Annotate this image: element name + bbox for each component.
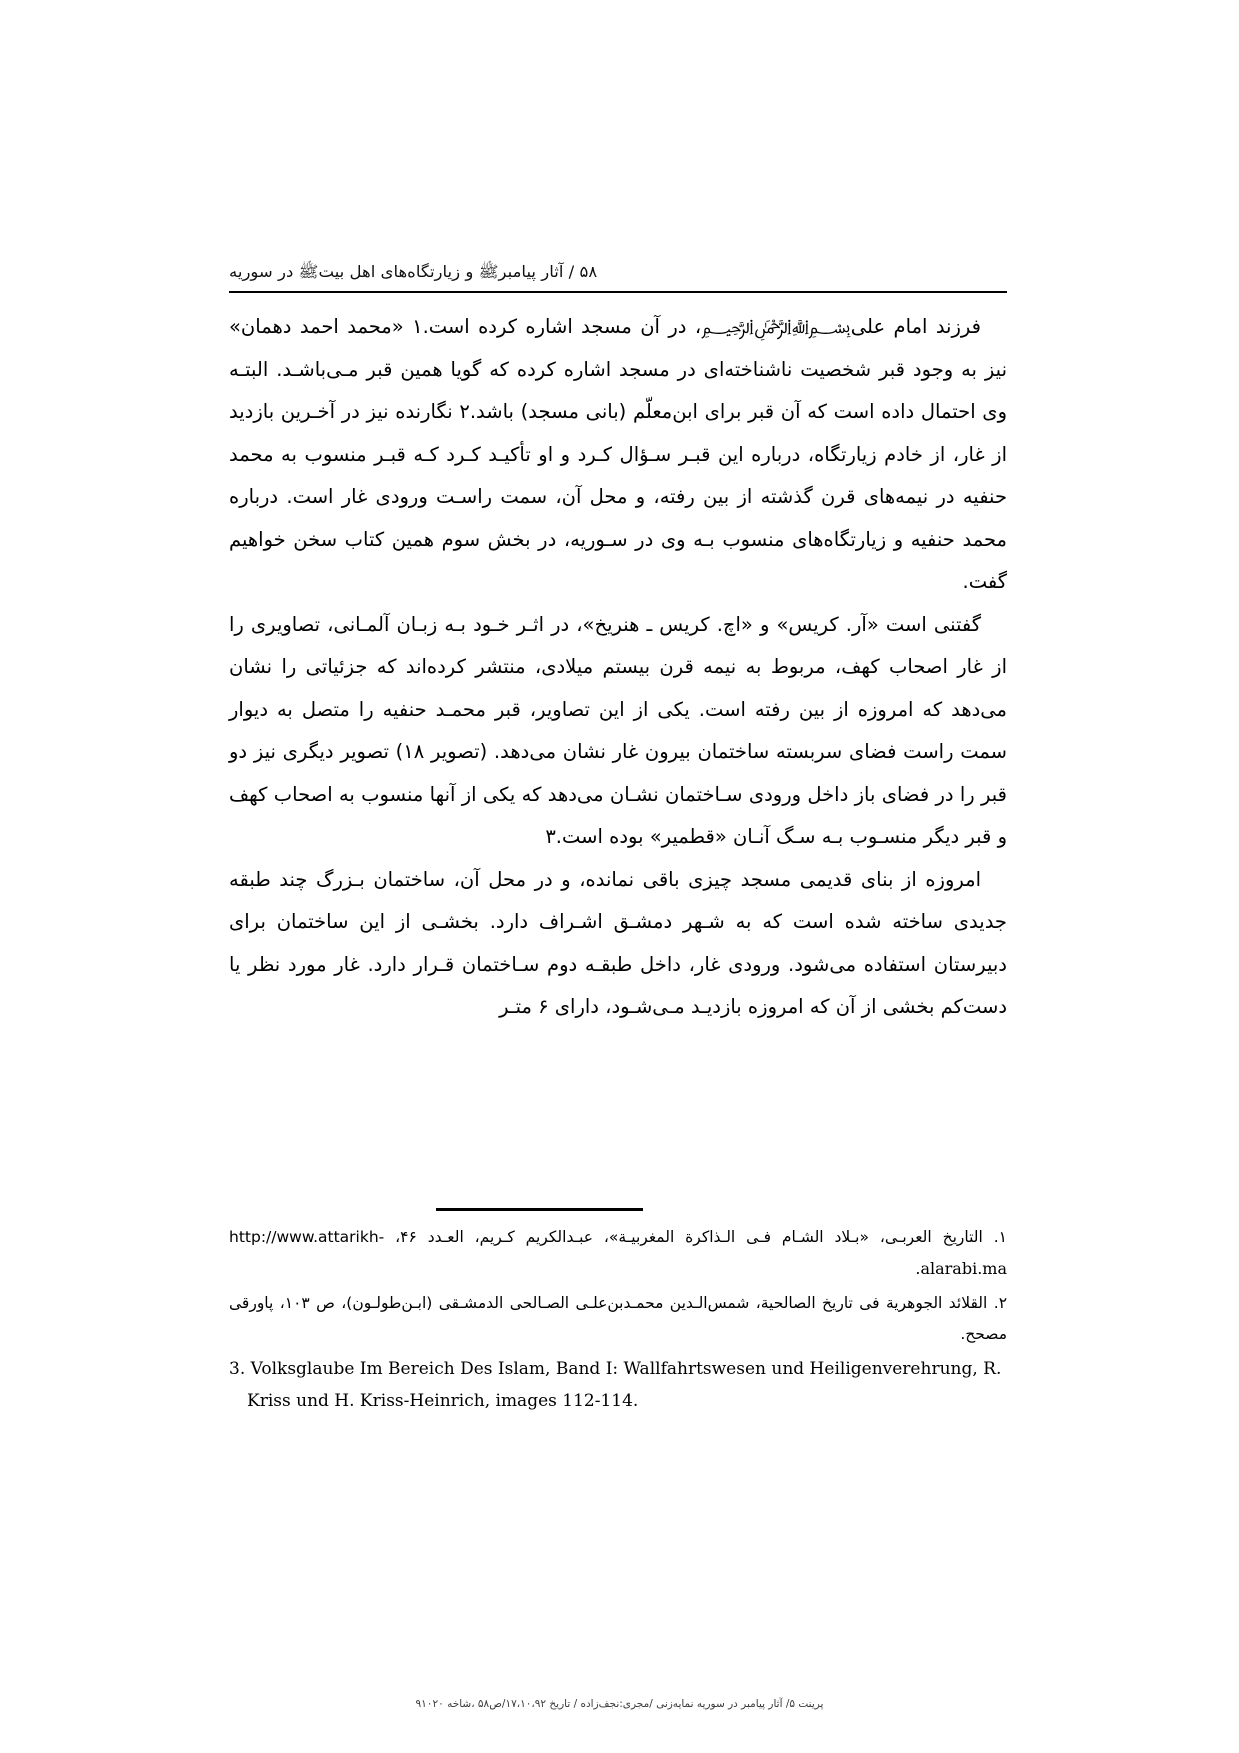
paragraph-2: گفتنی است «آر. کریس» و «اچ. کریس ـ هنریخ»، در اثـر خـود بـه زبـان آلمـانی، تصاویری را از غار اصحاب کهف، مربوط به نیمه قرن بیستم میلادی، منتشر کرده‌اند که جزئیاتی را نشان می‌دهد که امروزه از بین رفته است. یکی از این تصاویر، قبر محمـد حنفیه را متصل به دیوار سمت راست فضای سربسته ساختمان بیرون غار نشان می‌دهد. (تصویر ۱۸) تصویر دیگری نیز دو قبر را در فضای باز داخل ورودی سـاختمان نشـان می‌دهد که یکی از آنها منسوب به اصحاب کهف و قبر دیگر منسـوب بـه سـگ آنـان «قطمیر» بوده است.۳: [229, 612, 1007, 848]
footnote-marker-2: ۲.: [993, 1294, 1008, 1312]
footnote-item-2: [229, 1288, 1007, 1350]
footnote-separator-rule: [436, 1208, 643, 1211]
printer-slug: پرینت ۵/ آثار پیامبر در سوریه نمایه‌زنی /مجری:نجف‌زاده / تاریخ ۱۷،۱۰،۹۲/ص۵۸ ،شاخه ۹۱۰۲۰: [415, 1698, 824, 1710]
footnote-text-2: القلائد الجوهریة فی تاریخ الصالحیة، شمس‌الـدین محمـدبن‌علـی الصـالحی الدمشـقی (ابـن‌طولـون)، ص ۱۰۳،: [279, 1294, 988, 1312]
paragraph-3: امروزه از بنای قدیمی مسجد چیزی باقی نمانده، و در محل آن، ساختمان بـزرگ چند طبقه جدیدی ساخته شده است که به شـهر دمشـق اشـراف دارد. بخشـی از این ساختمان برای دبیرستان استفاده می‌شود. ورودی غار، داخل طبقـه دوم سـاختمان قـرار دارد. غار مورد نظر یا دست‌کم بخشی از آن که امروزه بازدیـد مـی‌شـود، دارای ۶ متـر: [229, 867, 1007, 1018]
running-head: [229, 262, 1007, 286]
footnote-text-3: Volksglaube Im Bereich Des Islam, Band I: Wallfahrtswesen und Heiligenverehrung, R. Kriss und H. Kriss-Heinrich, images 112-114.: [247, 1359, 1002, 1411]
footnote-item-3: [229, 1353, 1007, 1417]
footnote-item-1: [229, 1222, 1007, 1285]
header-rule: [229, 291, 1007, 293]
footnote-continuation-1: .alarabi.ma: [915, 1259, 1007, 1278]
footnotes-block: [229, 1222, 1007, 1420]
running-head-text: ۵۸ / آثار پیامبرﷺ و زیارتگاه‌های اهل بیتﷺ در سوریه: [229, 262, 598, 281]
body-text-column: [229, 306, 1007, 1029]
footnote-text-1: التاریخ العربـی، «بـلاد الشـام فـی الـذاکرة المغربیـة»، عبـدالکریم کـریم، العـدد ۴۶، -http://www.attarikh: [229, 1228, 983, 1246]
footnote-continuation-2: پاورقی مصحح.: [229, 1294, 1007, 1343]
footnote-marker-3: 3.: [229, 1359, 246, 1379]
footnote-marker-1: ۱.: [993, 1228, 1007, 1246]
paragraph-1: فرزند امام علی﷽، در آن مسجد اشاره کرده است.۱ «محمد احمد دهمان» نیز به وجود قبر شخصیت ناشناخته‌ای در مسجد اشاره کرده که گویا همین قبر مـی‌باشـد. البتـه وی احتمال داده است که آن قبر برای ابن‌معلّم (بانی مسجد) باشد.۲ نگارنده نیز در آخـرین بازدید از غار، از خادم زیارتگاه، درباره این قبـر سـؤال کـرد و او تأکیـد کـرد کـه قبـر منسوب به محمد حنفیه در نیمه‌های قرن گذشته از بین رفته، و محل آن، سمت راسـت ورودی غار است. درباره محمد حنفیه و زیارتگاه‌های منسوب بـه وی در سـوریه، در بخش سوم همین کتاب سخن خواهیم گفت.: [229, 315, 1007, 593]
